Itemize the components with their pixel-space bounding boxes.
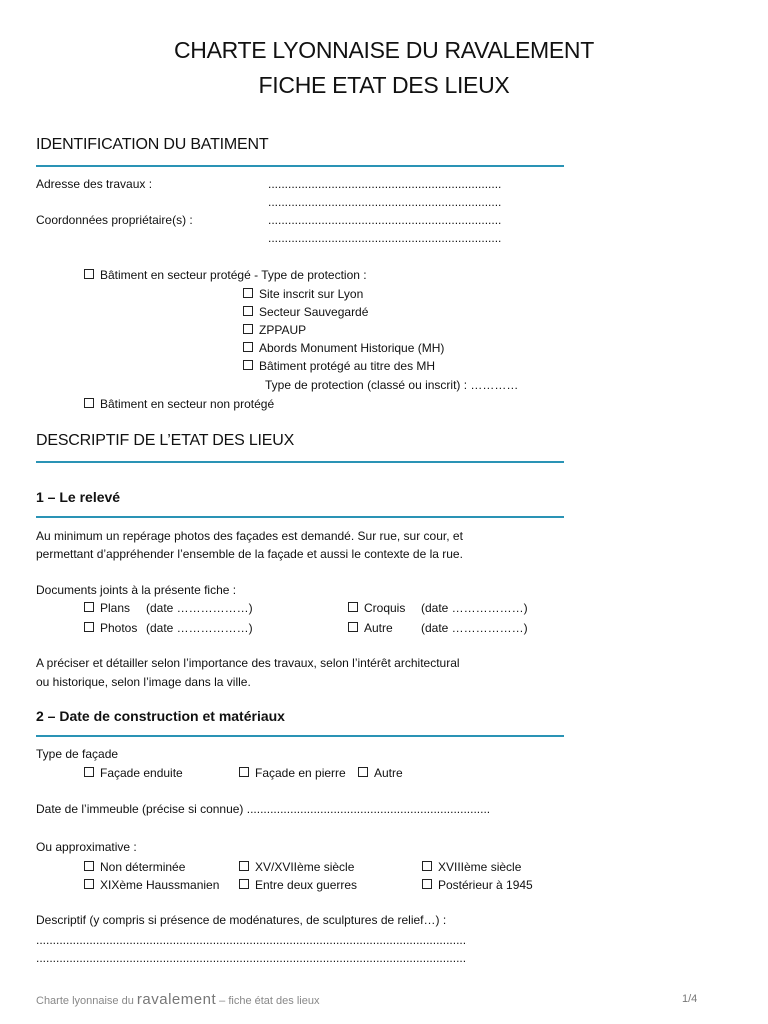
option-label: Façade enduite [100, 766, 183, 780]
checkbox-facade-enduite[interactable] [84, 766, 183, 780]
checkbox-icon[interactable] [243, 360, 253, 370]
checkbox-icon[interactable] [84, 398, 94, 408]
section-divider [36, 735, 564, 737]
option-label: XVIIIème siècle [438, 860, 522, 874]
secteur-protege-label: Bâtiment en secteur protégé - Type de protection : [100, 268, 367, 282]
section-divider [36, 165, 564, 167]
type-protection-field[interactable]: Type de protection (classé ou inscrit) : ………… [265, 378, 519, 392]
page-number: 1/4 [682, 993, 698, 1005]
checkbox-icon[interactable] [348, 622, 358, 632]
section-divider [36, 516, 564, 518]
option-label: Autre [364, 621, 393, 635]
checkbox-icon[interactable] [84, 622, 94, 632]
checkbox-non-determinee[interactable] [84, 860, 185, 874]
descriptif-label: Descriptif (y compris si présence de modénatures, de sculptures de relief…) : [36, 913, 447, 927]
checkbox-icon[interactable] [84, 767, 94, 777]
title-line-1: CHARTE LYONNAISE DU RAVALEMENT [174, 37, 594, 63]
section-divider [36, 461, 564, 463]
checkbox-autre-document[interactable] [348, 621, 393, 635]
option-label: Secteur Sauvegardé [259, 305, 369, 319]
checkbox-icon[interactable] [239, 767, 249, 777]
checkbox-icon[interactable] [84, 879, 94, 889]
option-label: Site inscrit sur Lyon [259, 287, 364, 301]
option-label: Postérieur à 1945 [438, 878, 533, 892]
checkbox-xviii-siecle[interactable] [422, 860, 521, 874]
option-label: Entre deux guerres [255, 878, 358, 892]
secteur-non-protege-label: Bâtiment en secteur non protégé [100, 397, 275, 411]
checkbox-xv-xvii-siecle[interactable] [239, 860, 354, 874]
checkbox-icon[interactable] [243, 288, 253, 298]
option-label: Autre [374, 766, 403, 780]
footer-suffix: – fiche état des lieux [219, 995, 320, 1007]
plans-date-field[interactable]: (date ………………) [146, 601, 253, 615]
releve-paragraph-line-1: Au minimum un repérage photos des façades est demandé. Sur rue, sur cour, et [36, 529, 463, 543]
checkbox-icon[interactable] [239, 879, 249, 889]
subsection-heading-releve: 1 – Le relevé [36, 489, 121, 505]
documents-label: Documents joints à la présente fiche : [36, 583, 237, 597]
checkbox-icon[interactable] [84, 269, 94, 279]
checkbox-site-inscrit[interactable] [243, 287, 363, 301]
autre-date-field[interactable]: (date ………………) [421, 621, 528, 635]
coordonnees-field-line-1[interactable]: ...................................................................... [268, 213, 502, 227]
croquis-date-field[interactable]: (date ………………) [421, 601, 528, 615]
releve-note-line-1: A préciser et détailler selon l’importance des travaux, selon l’intérêt architectural [36, 656, 460, 670]
checkbox-abords-mh[interactable] [243, 341, 444, 355]
checkbox-plans[interactable] [84, 601, 130, 615]
checkbox-icon[interactable] [243, 306, 253, 316]
option-label: Façade en pierre [255, 766, 346, 780]
coordonnees-field-line-2[interactable]: ...................................................................... [268, 231, 502, 245]
releve-paragraph-line-2: permettant d’appréhender l’ensemble de la façade et aussi le contexte de la rue. [36, 547, 463, 561]
adresse-field-line-2[interactable]: ...................................................................... [268, 195, 502, 209]
checkbox-posterieur-1945[interactable] [422, 878, 533, 892]
option-label: Bâtiment protégé au titre des MH [259, 359, 436, 373]
checkbox-facade-autre[interactable] [358, 766, 403, 780]
checkbox-xix-haussmanien[interactable] [84, 878, 219, 892]
date-immeuble-field[interactable]: Date de l’immeuble (précise si connue) ......................................................................... [36, 802, 491, 816]
section-heading-identification: IDENTIFICATION DU BATIMENT [36, 136, 269, 153]
option-label: XIXème Haussmanien [100, 878, 220, 892]
title-line-2: FICHE ETAT DES LIEUX [258, 72, 510, 98]
checkbox-secteur-non-protege[interactable] [84, 397, 274, 411]
adresse-field-line-1[interactable]: ...................................................................... [268, 177, 502, 191]
checkbox-icon[interactable] [84, 861, 94, 871]
checkbox-secteur-protege[interactable] [84, 268, 367, 282]
option-label: Photos [100, 621, 138, 635]
checkbox-icon[interactable] [243, 324, 253, 334]
subsection-heading-construction: 2 – Date de construction et matériaux [36, 708, 285, 724]
footer-prefix: Charte lyonnaise du [36, 995, 134, 1007]
checkbox-batiment-protege-mh[interactable] [243, 359, 435, 373]
coordonnees-label: Coordonnées propriétaire(s) : [36, 213, 193, 227]
descriptif-field-line-1[interactable]: ................................................................................................................................. [36, 933, 467, 947]
option-label: Abords Monument Historique (MH) [259, 341, 445, 355]
checkbox-secteur-sauvegarde[interactable] [243, 305, 368, 319]
releve-note-line-2: ou historique, selon l’image dans la ville. [36, 675, 251, 689]
checkbox-entre-deux-guerres[interactable] [239, 878, 357, 892]
checkbox-photos[interactable] [84, 621, 137, 635]
checkbox-croquis[interactable] [348, 601, 405, 615]
option-label: XV/XVIIème siècle [255, 860, 355, 874]
type-facade-label: Type de façade [36, 747, 119, 761]
option-label: Plans [100, 601, 131, 615]
descriptif-field-line-2[interactable]: ................................................................................................................................. [36, 951, 467, 965]
checkbox-icon[interactable] [422, 861, 432, 871]
checkbox-icon[interactable] [84, 602, 94, 612]
checkbox-facade-pierre[interactable] [239, 766, 346, 780]
footer-ravalement: ravalement [136, 991, 217, 1008]
footer-text [36, 991, 319, 1008]
adresse-label: Adresse des travaux : [36, 177, 153, 191]
approximative-label: Ou approximative : [36, 840, 137, 854]
option-label: ZPPAUP [259, 323, 307, 337]
checkbox-icon[interactable] [243, 342, 253, 352]
option-label: Croquis [364, 601, 406, 615]
checkbox-icon[interactable] [239, 861, 249, 871]
section-heading-descriptif: DESCRIPTIF DE L’ETAT DES LIEUX [36, 432, 295, 449]
checkbox-icon[interactable] [348, 602, 358, 612]
checkbox-zppaup[interactable] [243, 323, 306, 337]
option-label: Non déterminée [100, 860, 186, 874]
checkbox-icon[interactable] [358, 767, 368, 777]
photos-date-field[interactable]: (date ………………) [146, 621, 253, 635]
checkbox-icon[interactable] [422, 879, 432, 889]
